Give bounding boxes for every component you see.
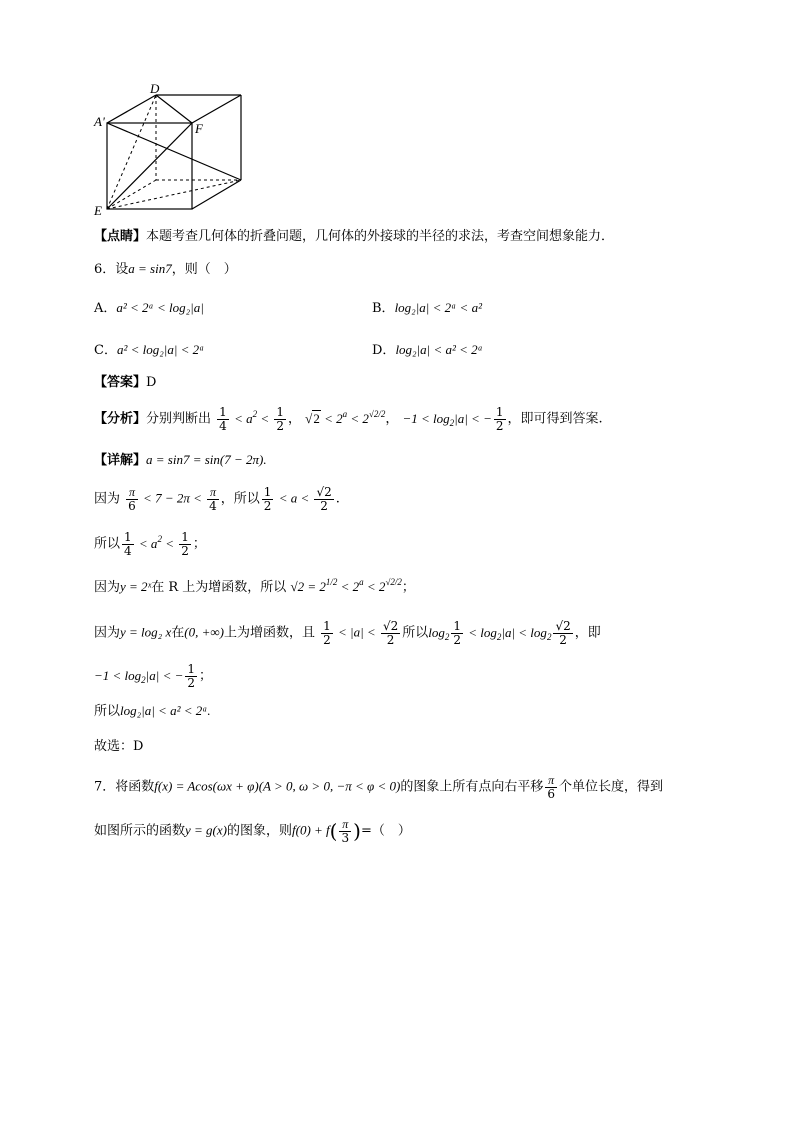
line-expr: f(x) = Acos(ωx + φ)(A > 0, ω > 0, −π < φ < 0) xyxy=(154,778,401,794)
q6-detail xyxy=(94,453,267,467)
diagonal-AD xyxy=(107,123,241,180)
fraction: $\frac{\pi}{4}$ xyxy=(209,485,217,513)
line-text: ，所以 xyxy=(220,491,260,507)
conclusion-text: 故选：D xyxy=(94,739,144,754)
detail-tag: 【详解】 xyxy=(94,453,147,468)
answer-value: D xyxy=(146,375,157,390)
fraction: $\frac{√2}{2}$ xyxy=(555,619,571,647)
q6-line7 xyxy=(94,704,211,718)
q7-line2: 如图所示的函数y = g(x)的图象，则f(0) + f( $\frac{\pi}{3}$ )=（ ） xyxy=(94,817,411,845)
q6-option-b xyxy=(372,297,482,316)
q6-answer xyxy=(94,376,156,389)
q6-math: a = sin7 xyxy=(128,261,172,276)
line-expr: y = log₂ x xyxy=(120,624,172,640)
line-text: ，即 xyxy=(574,625,601,641)
line-text: ； xyxy=(199,668,213,684)
fraction: $\frac{√2}{2}$ xyxy=(382,619,399,647)
analysis-text: ，即可得到答案. xyxy=(507,411,603,427)
q6-prefix: 6．设 xyxy=(94,262,129,277)
line-text: 如图所示的函数 xyxy=(94,823,186,839)
line-expr: f(0) + f xyxy=(292,822,330,838)
q6-analysis: 【分析】分别判断出 $\frac{1}{4}$ < $a^2$ < $\frac{1}{2}$ ， $√2 < 2^a < 2^{√2/2}$， $-1 < \log_2|a|$ < − $\frac{1}{2}$ ，即可得到答案. xyxy=(94,405,603,433)
q6-option-d xyxy=(372,339,483,358)
line-expr: y = 2ˣ xyxy=(120,579,152,594)
option-label: A． xyxy=(94,301,117,316)
line-expr: y = g(x) xyxy=(185,822,227,838)
cube-edge xyxy=(107,95,156,123)
line-text: 在 xyxy=(171,625,185,641)
option-label: C． xyxy=(94,343,117,358)
answer-tag: 【答案】 xyxy=(94,375,147,390)
line-text: 所以 xyxy=(94,704,121,719)
analysis-text: ， xyxy=(288,411,302,427)
diagonal-E-back xyxy=(107,180,241,209)
option-expr: a² < log₂|a| < 2ᵃ xyxy=(116,342,205,357)
q6-conclusion xyxy=(94,740,143,753)
q6-line5: 因为y = log₂ x在(0, +∞)上为增函数，且 $\frac{1}{2}$ < |a| < $\frac{√2}{2}$ 所以$\log_2$ $\frac{1}{2}$ < $\log_2|a| < \log_2$ $\frac{√2}{2}$ ，即 xyxy=(94,619,601,647)
line-text: 的图象上所有点向右平移 xyxy=(400,779,544,795)
line-text: 7．将函数 xyxy=(94,779,155,795)
analysis-tag: 【分析】 xyxy=(94,411,147,427)
q6-line4: 因为y = 2ˣ在 R 上为增函数，所以 $√2 = 2^{1/2} < 2^a < 2^{√2/2}$； xyxy=(94,577,415,595)
q6-line2: 因为 $\frac{\pi}{6}$ < 7 − 2π < $\frac{\pi}{4}$ ，所以 $\frac{1}{2}$ < a < $\frac{√2}{2}$ . xyxy=(94,485,340,513)
option-label: D． xyxy=(372,343,396,358)
comment-line xyxy=(94,230,614,243)
detail-expr: a = sin7 = sin(7 − 2π). xyxy=(146,452,267,467)
line-text: =（ ） xyxy=(360,823,411,839)
q6-option-a xyxy=(94,297,204,316)
cube-figure xyxy=(92,82,252,217)
fraction: $\frac{1}{2}$ xyxy=(181,530,189,558)
q6-stem xyxy=(94,262,237,276)
cube-edge xyxy=(192,180,241,209)
fraction: $\frac{1}{2}$ xyxy=(323,619,331,647)
line-text: 因为 xyxy=(94,491,121,507)
fraction: $\frac{\pi}{6}$ xyxy=(547,773,555,801)
line-text: 所以 xyxy=(94,536,121,552)
option-expr: a² < 2ᵃ < log₂|a| xyxy=(116,300,204,315)
cube-edge xyxy=(192,95,241,123)
q6-line3: 所以 $\frac{1}{4}$ < $a^2$ < $\frac{1}{2}$ ； xyxy=(94,530,206,558)
line-text: 的图象，则 xyxy=(227,823,293,839)
line-text: 个单位长度，得到 xyxy=(558,779,663,795)
fraction: $\frac{\pi}{3}$ xyxy=(341,817,350,845)
fraction: $\frac{√2}{2}$ xyxy=(316,485,332,513)
comment-tag: 【点睛】 xyxy=(94,229,147,244)
line-expr: log₂|a| < a² < 2ᵃ. xyxy=(120,703,211,718)
line-text: 所以 xyxy=(402,625,429,641)
line-text: 因为 xyxy=(94,625,121,641)
line-text: 在 R 上为增函数，所以 xyxy=(151,580,287,595)
diagonal-DF xyxy=(156,95,192,123)
line-text: ； xyxy=(192,536,206,552)
comment-text: 本题考查几何体的折叠问题，几何体的外接球的半径的求法，考查空间想象能力． xyxy=(146,229,615,244)
fraction: $\frac{1}{4}$ xyxy=(219,405,227,433)
option-expr: log₂|a| < 2ᵃ < a² xyxy=(394,300,482,315)
analysis-text: ， xyxy=(385,411,399,427)
option-label: B． xyxy=(372,301,395,316)
fraction: $\frac{1}{2}$ xyxy=(276,405,285,433)
q6-line6: $-1 < \log_2|a|$ < − $\frac{1}{2}$ ； xyxy=(94,662,213,690)
fraction: $\frac{\pi}{6}$ xyxy=(128,485,136,513)
q6-suffix: ，则（ ） xyxy=(171,262,237,277)
fraction: $\frac{1}{4}$ xyxy=(124,530,132,558)
option-expr: log₂|a| < a² < 2ᵃ xyxy=(395,342,483,357)
line-expr: (0, +∞) xyxy=(184,624,224,640)
diagonal-EF xyxy=(107,123,192,209)
q6-option-c xyxy=(94,339,204,358)
label-E: E xyxy=(94,203,102,217)
analysis-text: 分别判断出 xyxy=(146,411,212,427)
diagonal-ED xyxy=(107,95,156,209)
fraction: $\frac{1}{2}$ xyxy=(263,485,272,513)
q7-line1 xyxy=(94,774,663,800)
label-F: F xyxy=(195,121,203,136)
label-A: A' xyxy=(94,114,105,129)
label-D: D xyxy=(150,82,160,96)
fraction: $\frac{1}{2}$ xyxy=(187,662,196,690)
fraction: $\frac{1}{2}$ xyxy=(495,405,504,433)
line-text: ； xyxy=(401,580,415,595)
fraction: $\frac{1}{2}$ xyxy=(453,619,461,647)
line-text: 上为增函数，且 xyxy=(223,625,315,641)
line-text: 因为 xyxy=(94,580,121,595)
